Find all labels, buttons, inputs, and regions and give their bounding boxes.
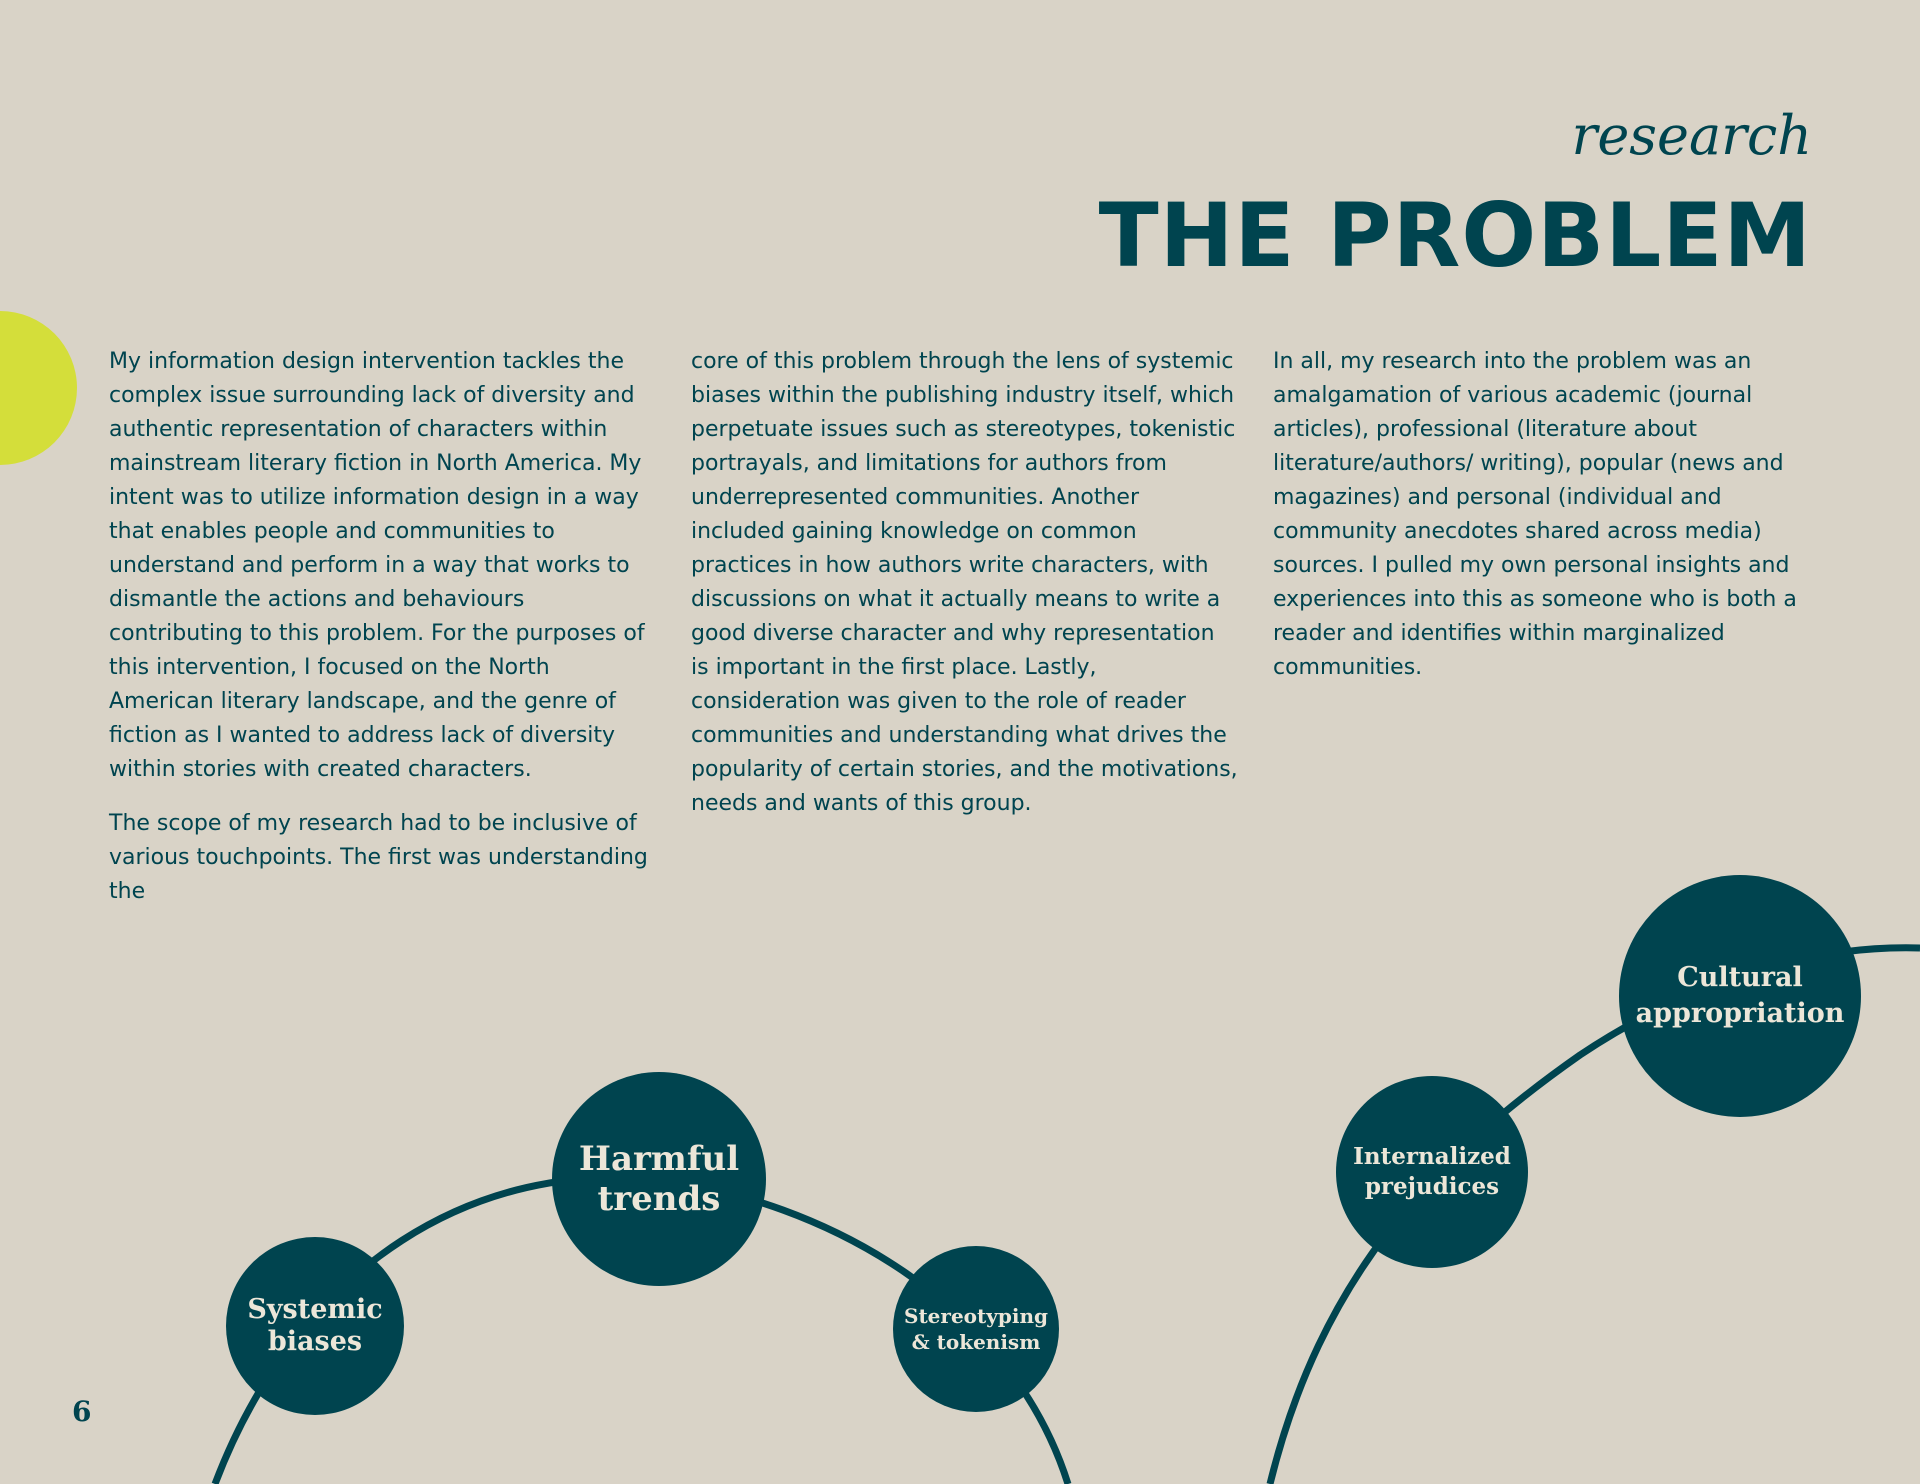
node-label-line: Stereotyping (904, 1304, 1048, 1328)
page-number: 6 (72, 1395, 92, 1428)
node-label-line: Internalized (1353, 1143, 1511, 1170)
node-label-cultural-appropriation (1619, 875, 1861, 1117)
node-label-line: Harmful (578, 1139, 740, 1179)
column-2-paragraph-1: core of this problem through the lens of systemic biases within the publishing industry itself, which perpetuate issues such as stereotypes, tokenistic portrayals, and limitations for authors from underrepresented communities. Another included gaining knowledge on common practices in how authors write characters, with discussions on what it actually means to write a good diverse character and why representation is important in the first place. Lastly, consideration was given to the role of reader communities and understanding what drives the popularity of certain stories, and the motivations, needs and wants of this group. (691, 349, 1238, 816)
node-label-line: & tokenism (911, 1330, 1041, 1354)
column-3-paragraph-1: In all, my research into the problem was an amalgamation of various academic (journal articles), professional (literature about literature/authors/ writing), popular (news and magazines) and personal (individual and community anecdotes shared across media) sources. I pulled my own personal insights and experiences into this as someone who is both a reader and identifies within marginalized communities. (1273, 349, 1797, 680)
node-label-line: biases (267, 1326, 363, 1357)
node-label-line: trends (597, 1179, 721, 1219)
node-label-line: Systemic (247, 1294, 383, 1325)
page-title: THE PROBLEM (1098, 184, 1812, 287)
column-1-paragraph-2: The scope of my research had to be inclusive of various touchpoints. The first was understanding the (109, 811, 648, 904)
node-label-line: appropriation (1635, 998, 1845, 1029)
node-label-internalized-prejudices (1336, 1076, 1528, 1268)
section-kicker: research (1571, 104, 1812, 167)
node-label-line: Cultural (1677, 962, 1803, 993)
node-label-systemic-biases (226, 1237, 404, 1415)
node-label-stereotyping-tokenism (893, 1246, 1059, 1412)
node-label-harmful-trends (552, 1072, 766, 1286)
node-label-line: prejudices (1364, 1173, 1500, 1200)
column-1-paragraph-1: My information design intervention tackles the complex issue surrounding lack of diversity and authentic representation of characters within mainstream literary fiction in North America. My intent was to utilize information design in a way that enables people and communities to understand and perform in a way that works to dismantle the actions and behaviours contributing to this problem. For the purposes of this intervention, I focused on the North American literary landscape, and the genre of fiction as I wanted to address lack of diversity within stories with created characters. (109, 349, 645, 782)
